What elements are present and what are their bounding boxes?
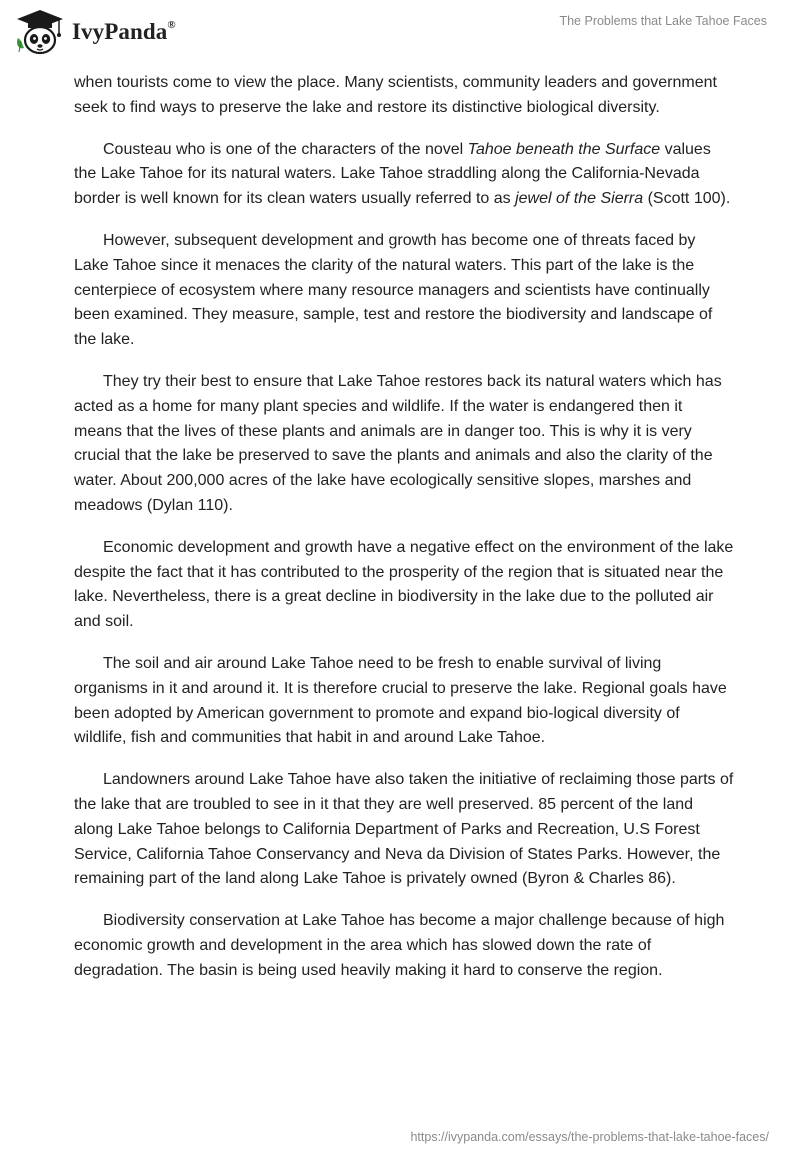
document-title: The Problems that Lake Tahoe Faces	[559, 14, 767, 28]
paragraph	[74, 909, 734, 983]
paragraph-text: The soil and air around Lake Tahoe need to be fresh to enable survival of living organisms in it and around it. It is therefore crucial to preserve the lake. Regional goals have been adopted by American government to promote and expand bio-logical diversity of wildlife, fish and communities that habit in and around Lake Tahoe.	[74, 654, 727, 747]
paragraph-text: (Scott 100).	[643, 190, 731, 208]
paragraph	[74, 138, 734, 212]
emphasized-phrase: jewel of the Sierra	[515, 190, 644, 208]
paragraph	[74, 71, 734, 121]
paragraph-text: They try their best to ensure that Lake Tahoe restores back its natural waters which has acted as a home for many plant species and wildlife. If the water is endangered then it means that the lives of these plants and animals are in danger too. This is why it is very crucial that the lake be preserved to save the plants and animals and also the clarity of the water. About 200,000 acres of the lake have ecologically sensitive slopes, marshes and meadows (Dylan 110).	[74, 372, 722, 514]
paragraph	[74, 229, 734, 353]
paragraph-text: Landowners around Lake Tahoe have also taken the initiative of reclaiming those parts of the lake that are troubled to see in it that they are well preserved. 85 percent of the land along Lake Tahoe belongs to California Department of Parks and Recreation, U.S Forest Service, California Tahoe Conservancy and Neva da Division of States Parks. However, the remaining part of the land along Lake Tahoe is privately owned (Byron & Charles 86).	[74, 771, 734, 888]
source-url[interactable]: https://ivypanda.com/essays/the-problems-that-lake-tahoe-faces/	[410, 1130, 769, 1144]
paragraph	[74, 768, 734, 892]
panda-graduation-cap-icon[interactable]	[15, 8, 65, 56]
paragraph	[74, 370, 734, 519]
trademark-symbol: ®	[167, 19, 176, 32]
brand-text: IvyPanda	[72, 19, 168, 44]
paragraph	[74, 536, 734, 635]
paragraph-text: However, subsequent development and growth has become one of threats faced by Lake Tahoe since it menaces the clarity of the natural waters. This part of the lake is the centerpiece of ecosystem where many resource managers and scientists have continually been examined. They measure, sample, test and restore the biodiversity and landscape of the lake.	[74, 231, 713, 349]
paragraph-text: Cousteau who is one of the characters of the novel	[103, 140, 468, 158]
paragraph	[74, 652, 734, 751]
page-header	[0, 0, 800, 64]
paragraph-text: Economic development and growth have a negative effect on the environment of the lake despite the fact that it has contributed to the prosperity of the region that is situated near the lake. Nevertheless, there is a great decline in biodiversity in the lake due to the polluted air and soil.	[74, 538, 734, 631]
paragraph-text: when tourists come to view the place. Many scientists, community leaders and government seek to find ways to preserve the lake and restore its distinctive biological diversity.	[74, 74, 717, 116]
essay-body	[74, 71, 734, 1001]
paragraph-text: values the Lake Tahoe for its natural waters. Lake Tahoe straddling along the California-Nevada border is well known for its clean waters usually referred to as	[74, 140, 711, 208]
book-title: Tahoe beneath the Surface	[467, 140, 661, 158]
brand-name[interactable]	[72, 19, 176, 45]
paragraph-text: Biodiversity conservation at Lake Tahoe has become a major challenge because of high economic growth and development in the area which has slowed down the rate of degradation. The basin is being used heavily making it hard to conserve the region.	[74, 912, 725, 979]
